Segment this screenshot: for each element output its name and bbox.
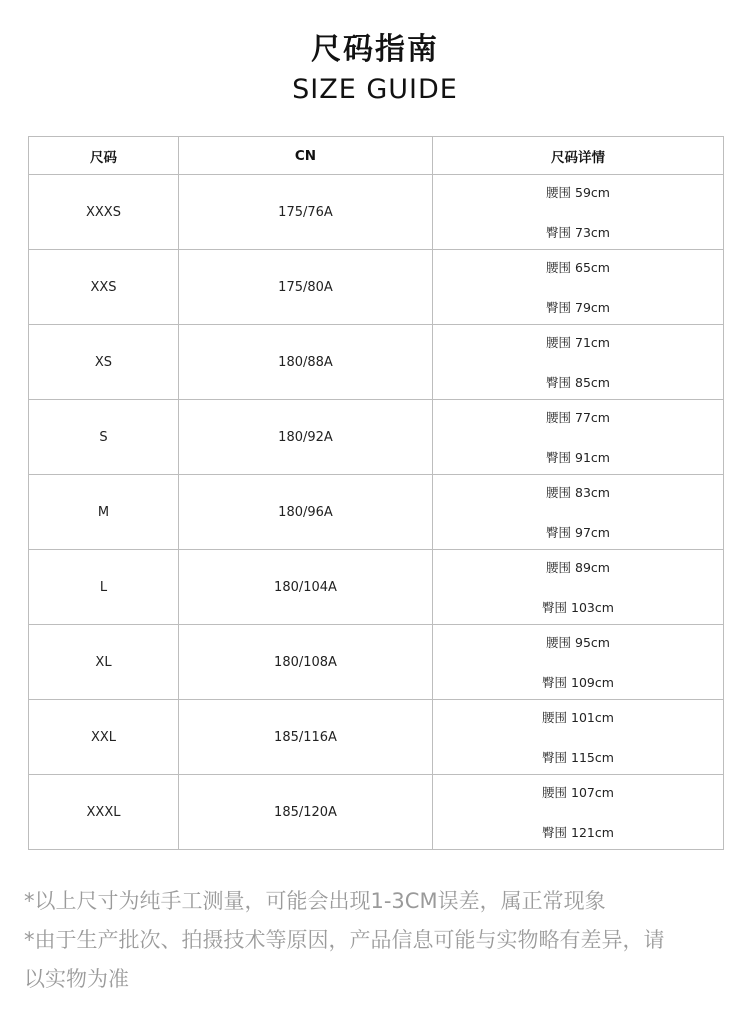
- note-line: 以实物为准: [24, 967, 129, 991]
- size-cell: L: [29, 550, 179, 625]
- cn-cell: 175/80A: [179, 250, 433, 325]
- details-cell: [433, 250, 724, 325]
- waist-value: 腰围 89cm: [546, 560, 610, 575]
- waist-value: 腰围 77cm: [546, 410, 610, 425]
- hip-value: 臀围 73cm: [546, 225, 610, 240]
- details-cell: [433, 775, 724, 850]
- note-line: *由于生产批次、拍摄技术等原因，产品信息可能与实物略有差异，请: [24, 928, 665, 952]
- details-cell: [433, 475, 724, 550]
- waist-value: 腰围 95cm: [546, 635, 610, 650]
- waist-value: 腰围 101cm: [542, 710, 614, 725]
- details-cell: [433, 325, 724, 400]
- hip-value: 臀围 121cm: [542, 825, 614, 840]
- details-cell: [433, 175, 724, 250]
- column-header-details: 尺码详情: [433, 137, 724, 175]
- cn-cell: 180/88A: [179, 325, 433, 400]
- hip-value: 臀围 115cm: [542, 750, 614, 765]
- size-table: [28, 136, 724, 850]
- hip-value: 臀围 85cm: [546, 375, 610, 390]
- details-cell: [433, 550, 724, 625]
- cn-cell: 180/108A: [179, 625, 433, 700]
- hip-value: 臀围 109cm: [542, 675, 614, 690]
- size-cell: M: [29, 475, 179, 550]
- table-row: [29, 775, 724, 850]
- size-cell: XXS: [29, 250, 179, 325]
- note-line: *以上尺寸为纯手工测量，可能会出现1-3CM误差，属正常现象: [24, 889, 606, 913]
- table-row: [29, 625, 724, 700]
- cn-cell: 180/96A: [179, 475, 433, 550]
- cn-cell: 180/104A: [179, 550, 433, 625]
- table-row: [29, 175, 724, 250]
- hip-value: 臀围 103cm: [542, 600, 614, 615]
- column-header-size: 尺码: [29, 137, 179, 175]
- size-cell: XS: [29, 325, 179, 400]
- waist-value: 腰围 107cm: [542, 785, 614, 800]
- size-cell: XXXS: [29, 175, 179, 250]
- table-row: [29, 325, 724, 400]
- waist-value: 腰围 83cm: [546, 485, 610, 500]
- size-cell: XXL: [29, 700, 179, 775]
- table-row: [29, 700, 724, 775]
- table-row: [29, 250, 724, 325]
- waist-value: 腰围 71cm: [546, 335, 610, 350]
- size-cell: XL: [29, 625, 179, 700]
- table-header-row: [29, 137, 724, 175]
- table-row: [29, 550, 724, 625]
- cn-cell: 175/76A: [179, 175, 433, 250]
- table-row: [29, 400, 724, 475]
- hip-value: 臀围 97cm: [546, 525, 610, 540]
- details-cell: [433, 625, 724, 700]
- cn-cell: 185/120A: [179, 775, 433, 850]
- details-cell: [433, 400, 724, 475]
- size-cell: S: [29, 400, 179, 475]
- size-cell: XXXL: [29, 775, 179, 850]
- waist-value: 腰围 59cm: [546, 185, 610, 200]
- disclaimer-notes: [24, 882, 724, 999]
- column-header-cn: CN: [179, 137, 433, 175]
- waist-value: 腰围 65cm: [546, 260, 610, 275]
- hip-value: 臀围 79cm: [546, 300, 610, 315]
- hip-value: 臀围 91cm: [546, 450, 610, 465]
- details-cell: [433, 700, 724, 775]
- cn-cell: 180/92A: [179, 400, 433, 475]
- table-row: [29, 475, 724, 550]
- page-title: 尺码指南: [311, 32, 439, 67]
- cn-cell: 185/116A: [179, 700, 433, 775]
- page-subtitle: SIZE GUIDE: [292, 74, 458, 105]
